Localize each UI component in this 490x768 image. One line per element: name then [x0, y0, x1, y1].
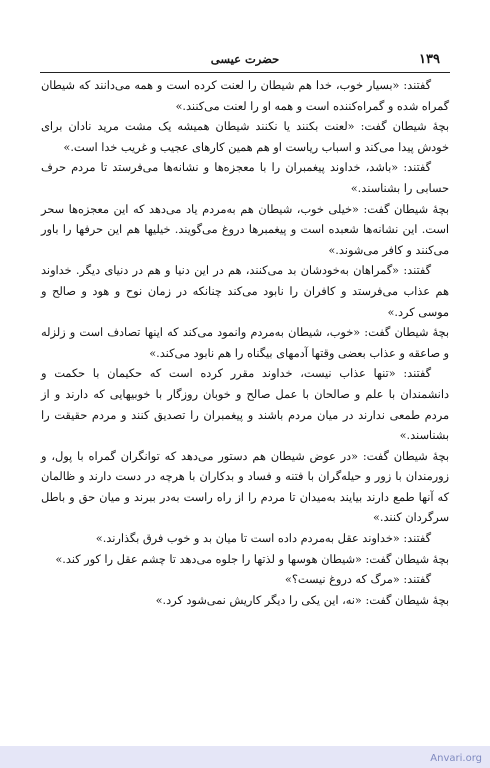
paragraph: گفتند: «خداوند عقل به‌مردم داده است تا میان بد و خوب فرق بگذارند.» — [95, 532, 431, 546]
paragraph: بچهٔ شیطان گفت: «شیطان هوسها و لذتها را جلوه می‌دهد تا چشم عقل را کور کند.» — [55, 552, 449, 566]
paragraph: بچهٔ شیطان گفت: «نه، این یکی را دیگر کاریش نمی‌شود کرد.» — [155, 593, 449, 607]
page-header — [40, 50, 450, 72]
paragraph: گفتند: «تنها عذاب نیست، خداوند مقرر کرده است که حکیمان با حکمت و دانشمندان با علم و صالحان با عمل صالح و خوبان روزگار با خوبیهایی که دارند و از مردم طمعی ندارند در میان مردم باشند و پیغمبران را تصدیق کنند و مردم حقیقت را بشناسند.» — [41, 367, 449, 443]
paragraph: گفتند: «مرگ که دروغ نیست؟» — [284, 573, 431, 587]
page-number: ١٣٩ — [419, 52, 440, 67]
body-text — [41, 76, 449, 611]
footer-bar — [0, 746, 490, 768]
header-rule — [40, 72, 450, 73]
watermark: Anvari.org — [430, 753, 482, 764]
paragraph: بچهٔ شیطان گفت: «خوب، شیطان به‌مردم وانمود می‌کند که اینها تصادف است و زلزله و صاعقه و عذاب بعضی وقتها آدمهای بیگناه را هم نابود می‌کند.» — [41, 326, 449, 360]
paragraph: گفتند: «گمراهان به‌خودشان بد می‌کنند، هم در این دنیا و هم در دنیای دیگر. خداوند هم عذاب می‌فرستد و کافران را نابود می‌کند چنانکه در زمان نوح و هود و صالح و موسی کرد.» — [41, 264, 449, 319]
paragraph: بچهٔ شیطان گفت: «خیلی خوب، شیطان هم به‌مردم یاد می‌دهد که این معجزه‌ها سحر است. این نشانه‌ها شعبده است و پیغمبرها دروغ می‌گویند. خیلیها هم این حرفها را باور می‌کنند و کافر می‌شوند.» — [41, 202, 449, 257]
running-title: حضرت عیسی — [210, 52, 280, 66]
paragraph: بچهٔ شیطان گفت: «در عوض شیطان هم دستور می‌دهد که توانگران گمراه با پول، و زورمندان با زور و حیله‌گران با فتنه و فساد و بدکاران با هرچه در دست دارند و ظالمان که آنها طمع دارند بیایند به‌میدان تا مردم را از راه راست به‌در ببرند و میان حق و باطل سرگردان کنند.» — [41, 449, 449, 525]
paragraph: بچهٔ شیطان گفت: «لعنت بکنند یا نکنند شیطان همیشه یک مشت مرید نادان برای خودش پیدا می‌کند و اسباب ریاست او هم همین کارهای عجیب و غریب خدا است.» — [41, 120, 449, 154]
paragraph: گفتند: «بسیار خوب، خدا هم شیطان را لعنت کرده است و همه می‌دانند که شیطان گمراه شده و گمراه‌کننده است و همه او را لعنت می‌کنند.» — [41, 79, 449, 113]
paragraph: گفتند: «باشد، خداوند پیغمبران را با معجزه‌ها و نشانه‌ها می‌فرستد تا مردم حرف حسابی را بشناسند.» — [41, 161, 449, 195]
